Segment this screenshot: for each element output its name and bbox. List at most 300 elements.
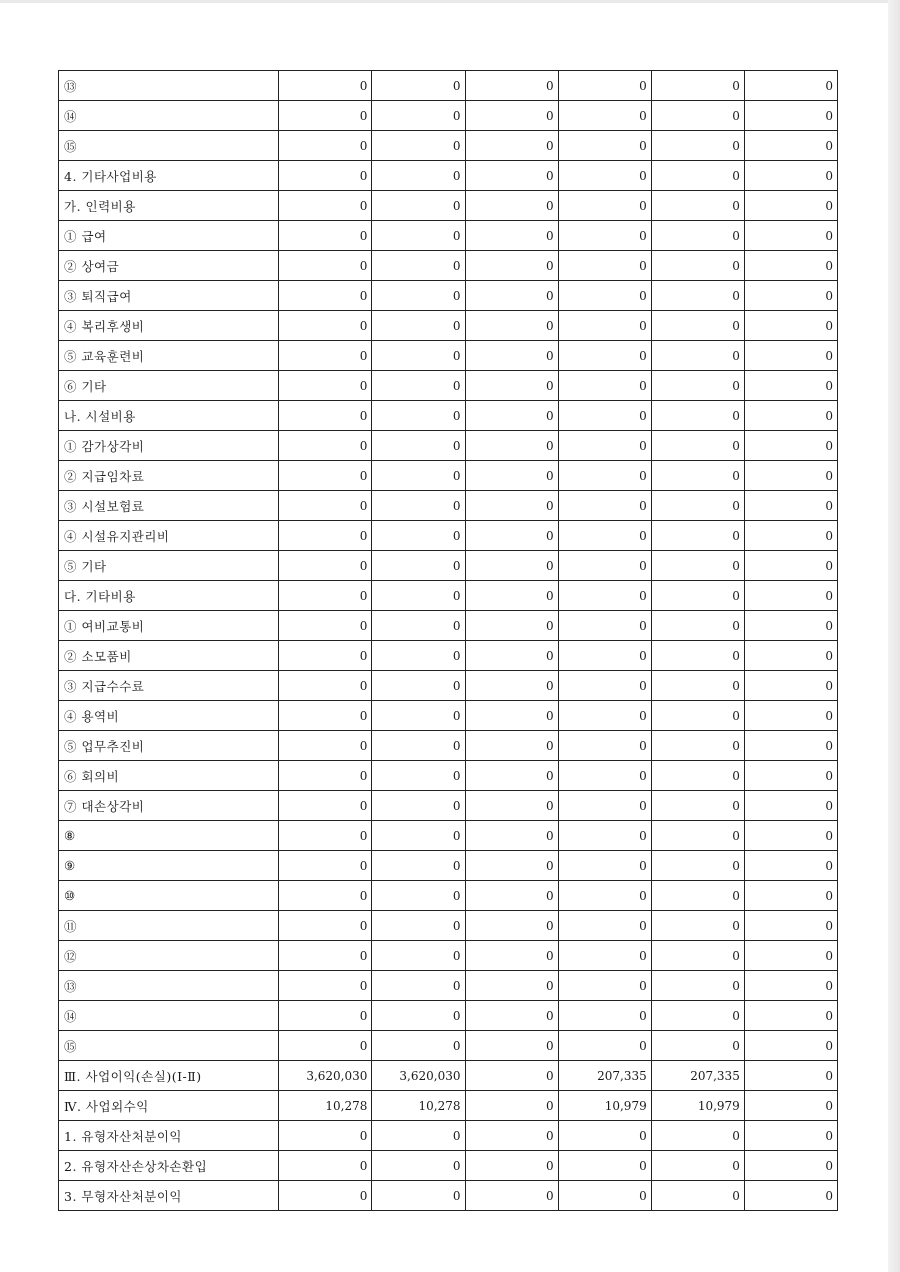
value-cell: 0 xyxy=(372,581,465,611)
table-row xyxy=(59,311,838,341)
value-cell: 0 xyxy=(558,641,651,671)
value-cell: 0 xyxy=(372,311,465,341)
value-cell: 0 xyxy=(372,641,465,671)
value-cell: 3,620,030 xyxy=(372,1061,465,1091)
value-cell: 0 xyxy=(744,431,837,461)
value-cell: 0 xyxy=(651,671,744,701)
value-cell: 0 xyxy=(279,581,372,611)
value-cell: 0 xyxy=(744,851,837,881)
value-cell: 0 xyxy=(279,1001,372,1031)
scan-top-edge xyxy=(0,0,900,3)
value-cell: 0 xyxy=(651,1181,744,1211)
value-cell: 0 xyxy=(465,491,558,521)
value-cell: 0 xyxy=(465,71,558,101)
value-cell: 0 xyxy=(744,281,837,311)
value-cell: 0 xyxy=(558,551,651,581)
table-row xyxy=(59,881,838,911)
value-cell: 0 xyxy=(558,881,651,911)
value-cell: 0 xyxy=(558,281,651,311)
value-cell: 0 xyxy=(744,671,837,701)
value-cell: 0 xyxy=(279,161,372,191)
table-row xyxy=(59,521,838,551)
table-row xyxy=(59,671,838,701)
value-cell: 0 xyxy=(372,1121,465,1151)
row-label: ⑧ xyxy=(59,821,279,851)
row-label: ⑤ 기타 xyxy=(59,551,279,581)
value-cell: 0 xyxy=(279,761,372,791)
value-cell: 0 xyxy=(372,851,465,881)
value-cell: 0 xyxy=(744,401,837,431)
value-cell: 0 xyxy=(465,911,558,941)
value-cell: 0 xyxy=(465,701,558,731)
table-row xyxy=(59,971,838,1001)
value-cell: 0 xyxy=(279,941,372,971)
table-row xyxy=(59,431,838,461)
value-cell: 0 xyxy=(372,1151,465,1181)
row-label: ⑪ xyxy=(59,911,279,941)
value-cell: 0 xyxy=(279,671,372,701)
table-row xyxy=(59,341,838,371)
value-cell: 0 xyxy=(558,851,651,881)
value-cell: 0 xyxy=(465,851,558,881)
table-row xyxy=(59,1121,838,1151)
value-cell: 0 xyxy=(558,491,651,521)
row-label: ⑫ xyxy=(59,941,279,971)
value-cell: 0 xyxy=(465,371,558,401)
value-cell: 0 xyxy=(651,911,744,941)
value-cell: 0 xyxy=(372,941,465,971)
row-label: ③ 지급수수료 xyxy=(59,671,279,701)
table-row xyxy=(59,851,838,881)
row-label: ⑥ 회의비 xyxy=(59,761,279,791)
value-cell: 0 xyxy=(279,821,372,851)
value-cell: 0 xyxy=(465,821,558,851)
value-cell: 0 xyxy=(372,701,465,731)
value-cell: 0 xyxy=(465,611,558,641)
value-cell: 0 xyxy=(744,731,837,761)
value-cell: 10,979 xyxy=(651,1091,744,1121)
value-cell: 0 xyxy=(651,131,744,161)
value-cell: 0 xyxy=(372,731,465,761)
value-cell: 0 xyxy=(558,71,651,101)
value-cell: 0 xyxy=(465,941,558,971)
value-cell: 10,278 xyxy=(279,1091,372,1121)
table-row xyxy=(59,941,838,971)
value-cell: 0 xyxy=(558,341,651,371)
value-cell: 0 xyxy=(465,671,558,701)
table-row xyxy=(59,371,838,401)
value-cell: 0 xyxy=(465,521,558,551)
value-cell: 0 xyxy=(558,311,651,341)
table-row xyxy=(59,761,838,791)
value-cell: 0 xyxy=(279,491,372,521)
value-cell: 0 xyxy=(279,281,372,311)
value-cell: 0 xyxy=(465,461,558,491)
value-cell: 0 xyxy=(744,311,837,341)
value-cell: 0 xyxy=(744,911,837,941)
value-cell: 0 xyxy=(744,461,837,491)
table-row xyxy=(59,461,838,491)
value-cell: 0 xyxy=(744,1121,837,1151)
row-label: ① 감가상각비 xyxy=(59,431,279,461)
value-cell: 0 xyxy=(744,701,837,731)
value-cell: 0 xyxy=(279,1181,372,1211)
value-cell: 0 xyxy=(279,881,372,911)
table-row xyxy=(59,1151,838,1181)
value-cell: 0 xyxy=(279,701,372,731)
row-label: 1. 유형자산처분이익 xyxy=(59,1121,279,1151)
value-cell: 0 xyxy=(465,101,558,131)
value-cell: 0 xyxy=(651,851,744,881)
row-label: ③ 퇴직급여 xyxy=(59,281,279,311)
value-cell: 0 xyxy=(744,1181,837,1211)
value-cell: 0 xyxy=(651,821,744,851)
value-cell: 0 xyxy=(279,71,372,101)
value-cell: 0 xyxy=(279,521,372,551)
value-cell: 10,979 xyxy=(558,1091,651,1121)
value-cell: 0 xyxy=(651,491,744,521)
value-cell: 0 xyxy=(651,191,744,221)
value-cell: 0 xyxy=(558,401,651,431)
row-label: 나. 시설비용 xyxy=(59,401,279,431)
value-cell: 0 xyxy=(465,761,558,791)
value-cell: 3,620,030 xyxy=(279,1061,372,1091)
table-row xyxy=(59,1181,838,1211)
row-label: 가. 인력비용 xyxy=(59,191,279,221)
value-cell: 0 xyxy=(651,551,744,581)
value-cell: 0 xyxy=(279,251,372,281)
value-cell: 0 xyxy=(279,131,372,161)
table-row xyxy=(59,191,838,221)
row-label: ⑦ 대손상각비 xyxy=(59,791,279,821)
row-label: ⑥ 기타 xyxy=(59,371,279,401)
value-cell: 0 xyxy=(372,281,465,311)
table-row xyxy=(59,281,838,311)
table-row xyxy=(59,1091,838,1121)
row-label: 2. 유형자산손상차손환입 xyxy=(59,1151,279,1181)
value-cell: 0 xyxy=(558,1151,651,1181)
value-cell: 0 xyxy=(372,191,465,221)
value-cell: 0 xyxy=(651,461,744,491)
value-cell: 0 xyxy=(279,431,372,461)
value-cell: 0 xyxy=(744,371,837,401)
table-body xyxy=(59,71,838,1211)
value-cell: 207,335 xyxy=(651,1061,744,1091)
value-cell: 0 xyxy=(372,461,465,491)
value-cell: 0 xyxy=(465,1001,558,1031)
value-cell: 0 xyxy=(279,101,372,131)
row-label: Ⅲ. 사업이익(손실)(Ⅰ-Ⅱ) xyxy=(59,1061,279,1091)
value-cell: 0 xyxy=(651,1121,744,1151)
value-cell: 0 xyxy=(372,341,465,371)
financial-table xyxy=(58,70,838,1211)
value-cell: 0 xyxy=(279,191,372,221)
value-cell: 0 xyxy=(558,971,651,1001)
value-cell: 0 xyxy=(372,1001,465,1031)
row-label: ⑭ xyxy=(59,101,279,131)
value-cell: 0 xyxy=(651,941,744,971)
value-cell: 0 xyxy=(465,971,558,1001)
value-cell: 0 xyxy=(279,1151,372,1181)
value-cell: 0 xyxy=(372,671,465,701)
value-cell: 0 xyxy=(279,461,372,491)
value-cell: 0 xyxy=(558,761,651,791)
value-cell: 0 xyxy=(558,791,651,821)
value-cell: 0 xyxy=(279,851,372,881)
value-cell: 0 xyxy=(744,881,837,911)
value-cell: 0 xyxy=(558,911,651,941)
row-label: ① 여비교통비 xyxy=(59,611,279,641)
value-cell: 0 xyxy=(744,821,837,851)
table-row xyxy=(59,821,838,851)
row-label: ⑩ xyxy=(59,881,279,911)
value-cell: 10,278 xyxy=(372,1091,465,1121)
value-cell: 0 xyxy=(558,371,651,401)
value-cell: 0 xyxy=(279,401,372,431)
value-cell: 0 xyxy=(651,761,744,791)
value-cell: 0 xyxy=(558,251,651,281)
table-row xyxy=(59,131,838,161)
value-cell: 0 xyxy=(558,221,651,251)
value-cell: 0 xyxy=(372,881,465,911)
row-label: ② 상여금 xyxy=(59,251,279,281)
value-cell: 0 xyxy=(744,101,837,131)
value-cell: 0 xyxy=(744,1061,837,1091)
value-cell: 0 xyxy=(465,551,558,581)
row-label: ② 지급임차료 xyxy=(59,461,279,491)
value-cell: 0 xyxy=(279,791,372,821)
value-cell: 0 xyxy=(279,911,372,941)
value-cell: 0 xyxy=(651,881,744,911)
value-cell: 0 xyxy=(651,101,744,131)
value-cell: 0 xyxy=(558,941,651,971)
table-row xyxy=(59,1061,838,1091)
value-cell: 0 xyxy=(465,1181,558,1211)
value-cell: 0 xyxy=(558,1031,651,1061)
value-cell: 0 xyxy=(744,1151,837,1181)
value-cell: 0 xyxy=(465,731,558,761)
value-cell: 0 xyxy=(372,761,465,791)
value-cell: 0 xyxy=(651,581,744,611)
value-cell: 0 xyxy=(372,401,465,431)
value-cell: 0 xyxy=(465,641,558,671)
value-cell: 0 xyxy=(465,581,558,611)
value-cell: 0 xyxy=(651,221,744,251)
value-cell: 0 xyxy=(744,1031,837,1061)
value-cell: 0 xyxy=(651,791,744,821)
row-label: ① 급여 xyxy=(59,221,279,251)
value-cell: 0 xyxy=(651,251,744,281)
value-cell: 0 xyxy=(372,221,465,251)
table-row xyxy=(59,221,838,251)
value-cell: 0 xyxy=(558,161,651,191)
value-cell: 0 xyxy=(372,131,465,161)
value-cell: 0 xyxy=(744,761,837,791)
financial-statement-sheet xyxy=(58,70,838,1211)
value-cell: 0 xyxy=(744,191,837,221)
value-cell: 0 xyxy=(558,701,651,731)
table-row xyxy=(59,1001,838,1031)
table-row xyxy=(59,911,838,941)
table-row xyxy=(59,701,838,731)
row-label: ③ 시설보험료 xyxy=(59,491,279,521)
value-cell: 0 xyxy=(465,251,558,281)
value-cell: 0 xyxy=(465,1031,558,1061)
value-cell: 0 xyxy=(558,731,651,761)
value-cell: 0 xyxy=(372,551,465,581)
value-cell: 0 xyxy=(744,71,837,101)
value-cell: 0 xyxy=(558,1001,651,1031)
value-cell: 0 xyxy=(651,311,744,341)
value-cell: 0 xyxy=(558,671,651,701)
value-cell: 0 xyxy=(465,341,558,371)
value-cell: 0 xyxy=(465,281,558,311)
value-cell: 0 xyxy=(744,521,837,551)
value-cell: 0 xyxy=(744,611,837,641)
scan-right-edge xyxy=(888,0,900,1272)
value-cell: 0 xyxy=(372,251,465,281)
value-cell: 0 xyxy=(744,341,837,371)
value-cell: 0 xyxy=(744,221,837,251)
value-cell: 0 xyxy=(279,221,372,251)
value-cell: 0 xyxy=(465,791,558,821)
row-label: ⑭ xyxy=(59,1001,279,1031)
row-label: ⑮ xyxy=(59,131,279,161)
value-cell: 0 xyxy=(465,311,558,341)
value-cell: 0 xyxy=(279,641,372,671)
value-cell: 0 xyxy=(279,611,372,641)
value-cell: 0 xyxy=(744,581,837,611)
value-cell: 0 xyxy=(372,1031,465,1061)
value-cell: 0 xyxy=(465,221,558,251)
value-cell: 0 xyxy=(372,161,465,191)
row-label: ⑤ 교육훈련비 xyxy=(59,341,279,371)
row-label: ⑤ 업무추진비 xyxy=(59,731,279,761)
table-row xyxy=(59,551,838,581)
row-label: ④ 복리후생비 xyxy=(59,311,279,341)
table-row xyxy=(59,641,838,671)
table-row xyxy=(59,611,838,641)
table-row xyxy=(59,491,838,521)
value-cell: 0 xyxy=(465,1061,558,1091)
value-cell: 0 xyxy=(372,911,465,941)
value-cell: 0 xyxy=(279,1121,372,1151)
value-cell: 0 xyxy=(558,461,651,491)
value-cell: 0 xyxy=(372,491,465,521)
value-cell: 0 xyxy=(558,521,651,551)
value-cell: 0 xyxy=(558,1181,651,1211)
value-cell: 0 xyxy=(558,611,651,641)
value-cell: 0 xyxy=(651,71,744,101)
value-cell: 0 xyxy=(558,581,651,611)
table-row xyxy=(59,731,838,761)
value-cell: 0 xyxy=(744,131,837,161)
table-row xyxy=(59,251,838,281)
value-cell: 0 xyxy=(651,1001,744,1031)
value-cell: 207,335 xyxy=(558,1061,651,1091)
value-cell: 0 xyxy=(372,971,465,1001)
value-cell: 0 xyxy=(372,71,465,101)
value-cell: 0 xyxy=(465,431,558,461)
value-cell: 0 xyxy=(651,401,744,431)
row-label: ⑮ xyxy=(59,1031,279,1061)
row-label: Ⅳ. 사업외수익 xyxy=(59,1091,279,1121)
value-cell: 0 xyxy=(651,641,744,671)
value-cell: 0 xyxy=(744,971,837,1001)
value-cell: 0 xyxy=(651,611,744,641)
value-cell: 0 xyxy=(279,731,372,761)
value-cell: 0 xyxy=(465,1121,558,1151)
value-cell: 0 xyxy=(465,191,558,221)
value-cell: 0 xyxy=(651,731,744,761)
value-cell: 0 xyxy=(279,551,372,581)
value-cell: 0 xyxy=(372,521,465,551)
value-cell: 0 xyxy=(279,311,372,341)
value-cell: 0 xyxy=(744,941,837,971)
row-label: ④ 시설유지관리비 xyxy=(59,521,279,551)
value-cell: 0 xyxy=(372,371,465,401)
table-row xyxy=(59,401,838,431)
value-cell: 0 xyxy=(558,131,651,161)
value-cell: 0 xyxy=(651,971,744,1001)
value-cell: 0 xyxy=(372,431,465,461)
value-cell: 0 xyxy=(372,1181,465,1211)
value-cell: 0 xyxy=(465,161,558,191)
row-label: 4. 기타사업비용 xyxy=(59,161,279,191)
value-cell: 0 xyxy=(651,1151,744,1181)
table-row xyxy=(59,161,838,191)
value-cell: 0 xyxy=(651,161,744,191)
value-cell: 0 xyxy=(651,701,744,731)
value-cell: 0 xyxy=(372,791,465,821)
value-cell: 0 xyxy=(651,281,744,311)
value-cell: 0 xyxy=(744,161,837,191)
value-cell: 0 xyxy=(372,611,465,641)
table-row xyxy=(59,101,838,131)
row-label: 3. 무형자산처분이익 xyxy=(59,1181,279,1211)
value-cell: 0 xyxy=(744,791,837,821)
value-cell: 0 xyxy=(651,371,744,401)
value-cell: 0 xyxy=(558,1121,651,1151)
value-cell: 0 xyxy=(558,191,651,221)
table-row xyxy=(59,791,838,821)
value-cell: 0 xyxy=(372,821,465,851)
value-cell: 0 xyxy=(651,341,744,371)
value-cell: 0 xyxy=(744,551,837,581)
row-label: ⑬ xyxy=(59,971,279,1001)
table-row xyxy=(59,71,838,101)
row-label: 다. 기타비용 xyxy=(59,581,279,611)
table-row xyxy=(59,1031,838,1061)
value-cell: 0 xyxy=(279,971,372,1001)
value-cell: 0 xyxy=(279,341,372,371)
value-cell: 0 xyxy=(744,1001,837,1031)
value-cell: 0 xyxy=(465,1151,558,1181)
value-cell: 0 xyxy=(651,1031,744,1061)
row-label: ④ 용역비 xyxy=(59,701,279,731)
value-cell: 0 xyxy=(744,641,837,671)
value-cell: 0 xyxy=(558,821,651,851)
row-label: ⑬ xyxy=(59,71,279,101)
value-cell: 0 xyxy=(651,431,744,461)
value-cell: 0 xyxy=(651,521,744,551)
value-cell: 0 xyxy=(744,251,837,281)
row-label: ② 소모품비 xyxy=(59,641,279,671)
value-cell: 0 xyxy=(279,1031,372,1061)
table-row xyxy=(59,581,838,611)
value-cell: 0 xyxy=(744,1091,837,1121)
value-cell: 0 xyxy=(465,131,558,161)
